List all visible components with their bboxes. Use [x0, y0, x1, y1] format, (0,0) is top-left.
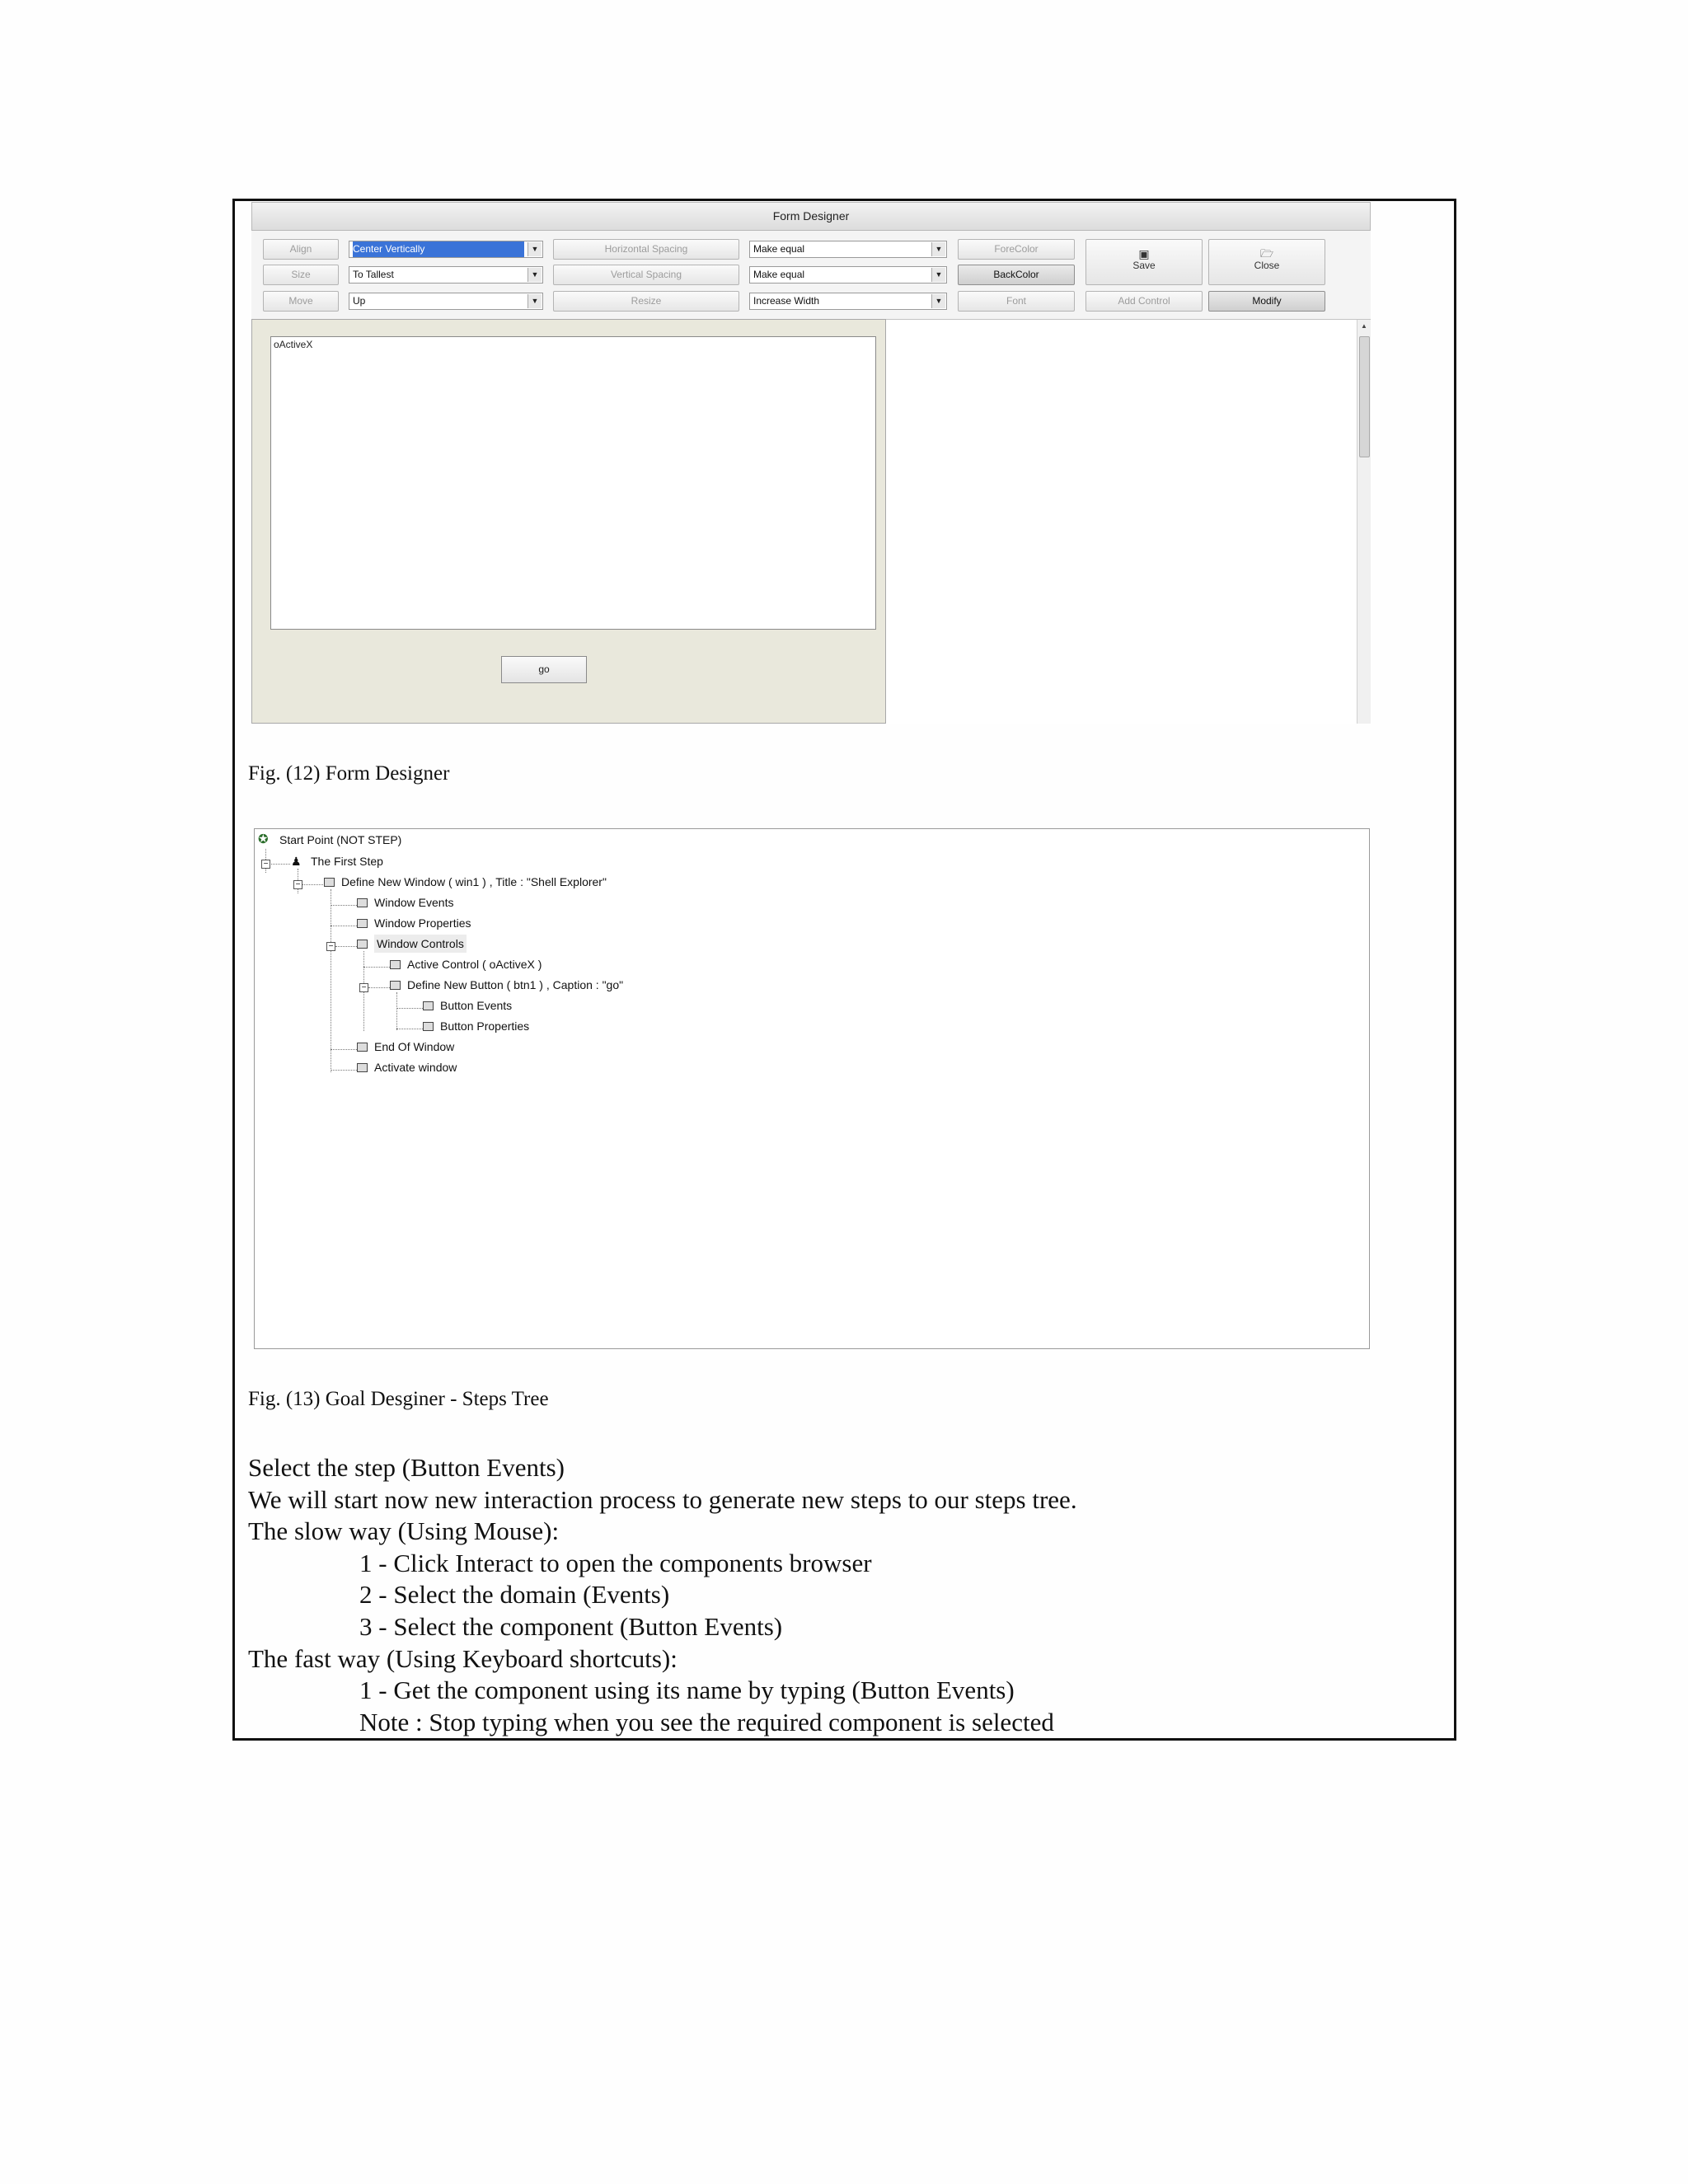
tree-node-window-properties[interactable]: Window Properties — [357, 914, 471, 932]
instruction-line: Select the step (Button Events) — [248, 1453, 565, 1482]
vertical-spacing-combo[interactable]: Make equal ▼ — [749, 266, 947, 284]
move-combo[interactable]: Up ▼ — [349, 293, 543, 310]
dropdown-arrow-icon[interactable]: ▼ — [931, 242, 945, 256]
collapse-toggle-icon[interactable]: − — [293, 880, 302, 889]
figure-caption-13: Fig. (13) Goal Desginer - Steps Tree — [248, 1388, 549, 1410]
font-button[interactable]: Font — [958, 291, 1075, 312]
close-icon: 🗁 — [1259, 247, 1274, 260]
activex-control[interactable] — [270, 336, 876, 630]
step-icon — [423, 1022, 434, 1031]
step-icon — [324, 878, 335, 887]
form-designer-screenshot — [251, 202, 1371, 724]
tree-node-active-control[interactable]: Active Control ( oActiveX ) — [390, 955, 542, 973]
step-icon — [357, 898, 368, 907]
collapse-toggle-icon[interactable]: − — [326, 942, 335, 951]
add-control-button[interactable]: Add Control — [1085, 291, 1203, 312]
save-label: Save — [1132, 260, 1156, 271]
backcolor-button[interactable]: BackColor — [958, 265, 1075, 285]
instruction-line: The fast way (Using Keyboard shortcuts): — [248, 1643, 678, 1673]
dropdown-arrow-icon[interactable]: ▼ — [931, 294, 945, 308]
activex-label: oActiveX — [274, 339, 313, 350]
tree-node-define-window[interactable]: Define New Window ( win1 ) , Title : "Shell Explorer" — [324, 873, 607, 891]
save-icon: ▣ — [1138, 247, 1150, 260]
horizontal-spacing-button[interactable]: Horizontal Spacing — [553, 239, 739, 260]
form-designer-title: Form Designer — [251, 202, 1371, 231]
step-icon — [390, 960, 401, 969]
collapse-toggle-icon[interactable]: − — [261, 860, 270, 869]
tree-node-end-of-window[interactable]: End Of Window — [357, 1038, 454, 1056]
instruction-note: Note : Stop typing when you see the required component is selected — [359, 1707, 1054, 1736]
dropdown-arrow-icon[interactable]: ▼ — [528, 242, 542, 256]
tree-node-window-controls[interactable]: Window Controls — [357, 935, 467, 953]
instruction-step: 1 - Get the component using its name by typing (Button Events) — [359, 1675, 1015, 1705]
close-label: Close — [1254, 260, 1280, 271]
step-icon — [390, 981, 401, 990]
size-button[interactable]: Size — [263, 265, 339, 285]
scrollbar-thumb[interactable] — [1359, 336, 1370, 457]
dropdown-arrow-icon[interactable]: ▼ — [528, 294, 542, 308]
start-point-icon: ✪ — [258, 832, 269, 846]
align-combo[interactable]: Center Vertically ▼ — [349, 241, 543, 258]
step-icon — [357, 1063, 368, 1072]
tree-node-activate-window[interactable]: Activate window — [357, 1058, 457, 1076]
dropdown-arrow-icon[interactable]: ▼ — [528, 268, 542, 282]
tree-node-button-events[interactable]: Button Events — [423, 996, 512, 1015]
step-icon — [357, 1043, 368, 1052]
steps-tree — [254, 828, 1370, 1349]
modify-button[interactable]: Modify — [1208, 291, 1325, 312]
properties-pane — [886, 319, 1371, 724]
tree-node-start-point[interactable]: ✪ Start Point (NOT STEP) — [258, 831, 401, 849]
go-button[interactable]: go — [501, 656, 587, 683]
instruction-step: 2 - Select the domain (Events) — [359, 1580, 670, 1610]
size-combo[interactable]: To Tallest ▼ — [349, 266, 543, 284]
forecolor-button[interactable]: ForeColor — [958, 239, 1075, 260]
step-icon — [357, 940, 368, 949]
close-button[interactable] — [1208, 239, 1325, 285]
dropdown-arrow-icon[interactable]: ▼ — [931, 268, 945, 282]
step-icon — [357, 919, 368, 928]
tree-node-button-properties[interactable]: Button Properties — [423, 1017, 529, 1035]
instruction-line: We will start now new interaction process to generate new steps to our steps tree. — [248, 1484, 1077, 1514]
save-button[interactable] — [1085, 239, 1203, 285]
figure-caption-12: Fig. (12) Form Designer — [248, 762, 450, 785]
tree-node-define-button[interactable]: Define New Button ( btn1 ) , Caption : "go" — [390, 976, 623, 994]
collapse-toggle-icon[interactable]: − — [359, 983, 368, 992]
horizontal-spacing-combo[interactable]: Make equal ▼ — [749, 241, 947, 258]
step-icon — [423, 1001, 434, 1010]
instructions-text — [248, 1452, 1077, 1738]
resize-combo[interactable]: Increase Width ▼ — [749, 293, 947, 310]
move-button[interactable]: Move — [263, 291, 339, 312]
instruction-step: 1 - Click Interact to open the components browser — [359, 1548, 872, 1577]
scroll-up-icon[interactable]: ▲ — [1361, 322, 1367, 330]
align-button[interactable]: Align — [263, 239, 339, 260]
instruction-line: The slow way (Using Mouse): — [248, 1516, 560, 1546]
instruction-step: 3 - Select the component (Button Events) — [359, 1611, 783, 1641]
resize-button[interactable]: Resize — [553, 291, 739, 312]
vertical-scrollbar[interactable] — [1357, 320, 1371, 724]
tree-node-window-events[interactable]: Window Events — [357, 893, 453, 912]
form-canvas — [251, 319, 886, 724]
vertical-spacing-button[interactable]: Vertical Spacing — [553, 265, 739, 285]
person-icon: ♟ — [291, 855, 302, 868]
tree-node-first-step[interactable]: ♟ The First Step — [291, 852, 383, 870]
